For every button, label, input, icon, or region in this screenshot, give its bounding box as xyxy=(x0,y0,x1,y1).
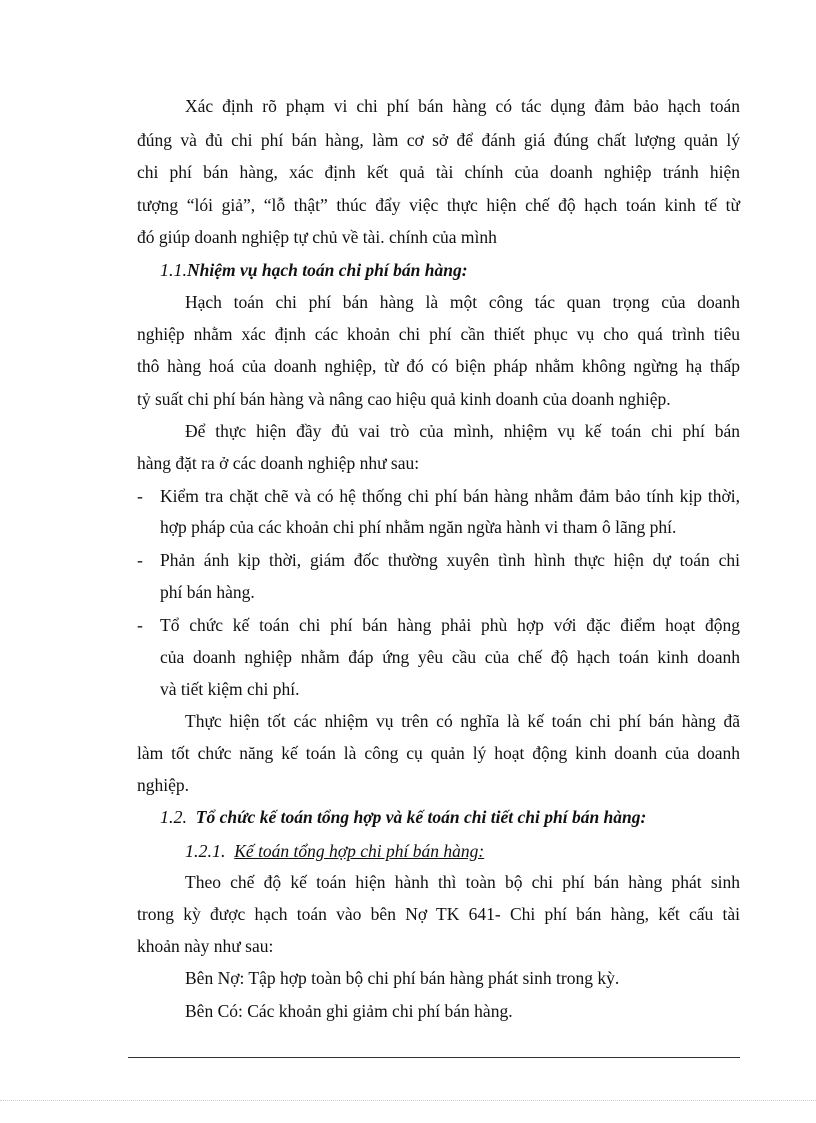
bullet-line: phí bán hàng. xyxy=(160,582,255,602)
heading-1-2-1 xyxy=(185,840,484,862)
heading-number: 1.2.1. xyxy=(185,841,226,861)
paragraph-line: trong kỳ được hạch toán vào bên Nợ TK 641- Chi phí bán hàng, kết cấu tài xyxy=(137,904,740,924)
paragraph-line: nghiệp. xyxy=(137,775,190,795)
paragraph-line: hàng đặt ra ở các doanh nghiệp như sau: xyxy=(137,453,420,473)
intro-line: chi phí bán hàng, xác định kết quả tài chính của doanh nghiệp tránh hiện xyxy=(137,162,740,182)
intro-line: Xác định rõ phạm vi chi phí bán hàng có tác dụng đảm bảo hạch toán xyxy=(185,96,740,116)
paragraph-line: khoản này như sau: xyxy=(137,936,274,956)
paragraph-line: thô hàng hoá của doanh nghiệp, từ đó có biện pháp nhằm không ngừng hạ thấp xyxy=(137,356,740,376)
heading-title: Kế toán tổng hợp chi phí bán hàng: xyxy=(234,841,485,861)
page-edge-dots xyxy=(0,1100,816,1101)
bullet-line: Phản ánh kịp thời, giám đốc thường xuyên tình hình thực hiện dự toán chi xyxy=(160,550,740,570)
heading-title: Nhiệm vụ hạch toán chi phí bán hàng: xyxy=(187,260,468,280)
ben-no-line: Bên Nợ: Tập hợp toàn bộ chi phí bán hàng phát sinh trong kỳ. xyxy=(185,968,620,988)
paragraph-line: làm tốt chức năng kế toán là công cụ quản lý hoạt động kinh doanh của doanh xyxy=(137,743,740,763)
bullet-line: và tiết kiệm chi phí. xyxy=(160,679,300,699)
heading-title: Tổ chức kế toán tổng hợp và kế toán chi tiết chi phí bán hàng: xyxy=(195,807,647,827)
bullet-marker: - xyxy=(137,550,143,570)
intro-line: đúng và đủ chi phí bán hàng, làm cơ sở để đánh giá đúng chất lượng quản lý xyxy=(137,130,740,150)
heading-1-2 xyxy=(160,806,646,828)
ben-co-line: Bên Có: Các khoản ghi giảm chi phí bán hàng. xyxy=(185,1001,513,1021)
footer-rule xyxy=(128,1057,740,1058)
intro-line: đó giúp doanh nghiệp tự chủ về tài. chính của mình xyxy=(137,227,497,247)
paragraph-line: nghiệp nhằm xác định các khoản chi phí cần thiết phục vụ cho quá trình tiêu xyxy=(137,324,740,344)
paragraph-line: Thực hiện tốt các nhiệm vụ trên có nghĩa là kế toán chi phí bán hàng đã xyxy=(185,711,740,731)
heading-number: 1.2. xyxy=(160,807,187,827)
paragraph-line: Theo chế độ kế toán hiện hành thì toàn bộ chi phí bán hàng phát sinh xyxy=(185,872,740,892)
heading-1-1 xyxy=(160,259,468,281)
bullet-line: Tổ chức kế toán chi phí bán hàng phải phù hợp với đặc điểm hoạt động xyxy=(160,615,740,635)
bullet-marker: - xyxy=(137,615,143,635)
paragraph-line: tỷ suất chi phí bán hàng và nâng cao hiệu quả kinh doanh của doanh nghiệp. xyxy=(137,389,671,409)
heading-number: 1.1. xyxy=(160,260,187,280)
intro-line: tượng “lói giả”, “lỗ thật” thúc đẩy việc thực hiện chế độ hạch toán kinh tế từ xyxy=(137,195,740,215)
bullet-line: Kiểm tra chặt chẽ và có hệ thống chi phí bán hàng nhằm đảm bảo tính kịp thời, xyxy=(160,486,740,506)
paragraph-line: Hạch toán chi phí bán hàng là một công tác quan trọng của doanh xyxy=(185,292,740,312)
bullet-marker: - xyxy=(137,486,143,506)
paragraph-line: Để thực hiện đầy đủ vai trò của mình, nhiệm vụ kế toán chi phí bán xyxy=(185,421,740,441)
bullet-line: hợp pháp của các khoản chi phí nhằm ngăn ngừa hành vi tham ô lãng phí. xyxy=(160,517,677,537)
bullet-line: của doanh nghiệp nhằm đáp ứng yêu cầu của chế độ hạch toán kinh doanh xyxy=(160,647,740,667)
